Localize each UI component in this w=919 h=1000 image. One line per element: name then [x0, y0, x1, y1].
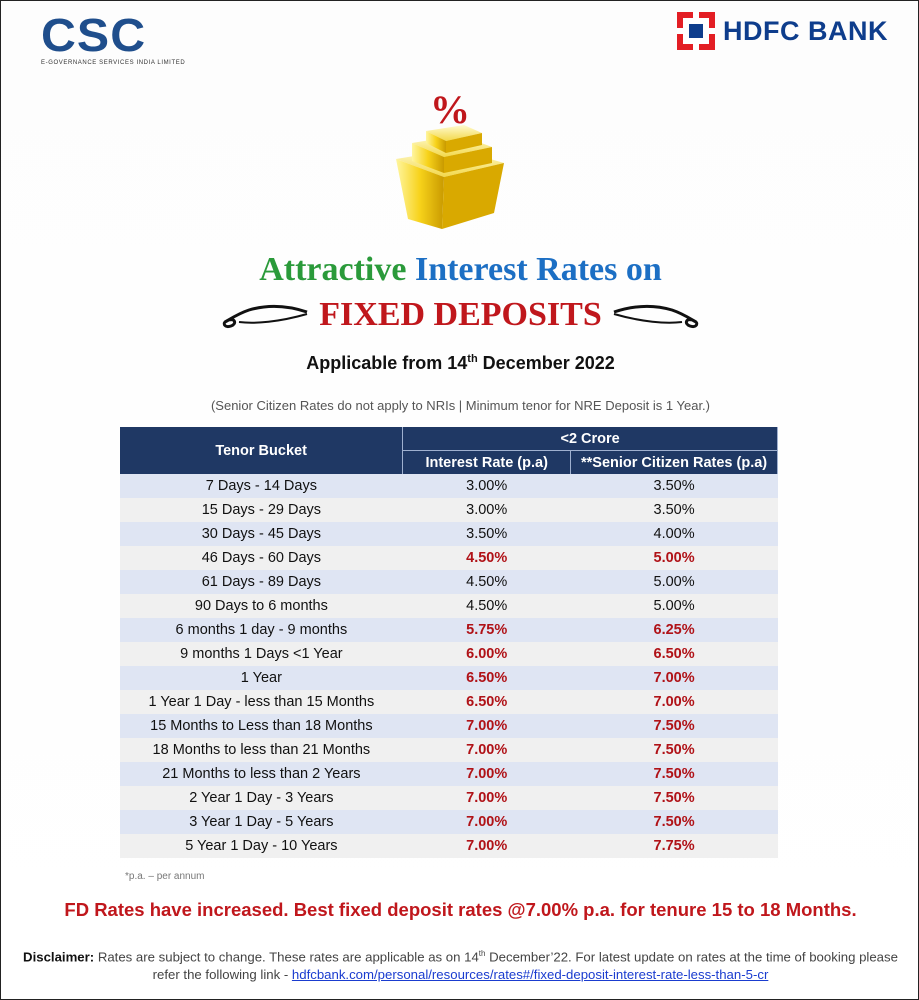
- interest-rate-cell: 3.00%: [403, 498, 571, 522]
- tenor-cell: 7 Days - 14 Days: [120, 474, 403, 498]
- table-row: [120, 498, 778, 522]
- interest-rate-cell: 7.00%: [403, 738, 571, 762]
- hdfc-logo-text: HDFC BANK: [723, 15, 888, 46]
- table-row: [120, 714, 778, 738]
- table-row: [120, 738, 778, 762]
- interest-rate-cell: 3.00%: [403, 474, 571, 498]
- applicable-sup: th: [467, 353, 478, 365]
- table-row: [120, 762, 778, 786]
- senior-rate-cell: 7.50%: [571, 762, 778, 786]
- senior-rate-cell: 7.50%: [571, 738, 778, 762]
- senior-rate-cell: 7.00%: [571, 690, 778, 714]
- page-title-line1: [1, 251, 919, 289]
- header-senior-rate: **Senior Citizen Rates (p.a): [571, 451, 778, 475]
- tenor-cell: 2 Year 1 Day - 3 Years: [120, 786, 403, 810]
- title-words-interest: Interest Rates on: [414, 251, 662, 288]
- table-row: [120, 666, 778, 690]
- hdfc-logo: [677, 12, 915, 50]
- header-interest-rate: Interest Rate (p.a): [403, 451, 571, 475]
- senior-rate-cell: 3.50%: [571, 474, 778, 498]
- applicable-date: [1, 353, 919, 374]
- senior-rate-cell: 5.00%: [571, 546, 778, 570]
- header-tenor: Tenor Bucket: [120, 427, 403, 474]
- disclaimer-text1: Rates are subject to change. These rates are applicable as on 14: [94, 949, 479, 965]
- table-row: [120, 474, 778, 498]
- csc-logo: [41, 9, 186, 66]
- table-row: [120, 570, 778, 594]
- senior-rate-cell: 7.50%: [571, 786, 778, 810]
- tenor-cell: 15 Months to Less than 18 Months: [120, 714, 403, 738]
- tenor-cell: 6 months 1 day - 9 months: [120, 618, 403, 642]
- table-row: [120, 786, 778, 810]
- table-row: [120, 690, 778, 714]
- rate-increase-banner: FD Rates have increased. Best fixed deposit rates @7.00% p.a. for tenure 15 to 18 Months.: [64, 899, 857, 920]
- tenor-cell: 1 Year 1 Day - less than 15 Months: [120, 690, 403, 714]
- disclaimer: [21, 945, 900, 984]
- interest-rate-cell: 7.00%: [403, 714, 571, 738]
- applicable-suffix: December 2022: [477, 353, 615, 373]
- tenor-cell: 3 Year 1 Day - 5 Years: [120, 810, 403, 834]
- pa-note: *p.a. – per annum: [125, 871, 205, 882]
- page-title-line2: [1, 293, 919, 337]
- percent-symbol: %: [430, 87, 470, 132]
- interest-rate-cell: 7.00%: [403, 810, 571, 834]
- rates-table: [120, 427, 778, 858]
- header-group: <2 Crore: [403, 427, 778, 451]
- tenor-cell: 46 Days - 60 Days: [120, 546, 403, 570]
- interest-rate-cell: 4.50%: [403, 546, 571, 570]
- table-row: [120, 642, 778, 666]
- tenor-cell: 30 Days - 45 Days: [120, 522, 403, 546]
- table-row: [120, 618, 778, 642]
- tenor-cell: 5 Year 1 Day - 10 Years: [120, 834, 403, 858]
- tenor-cell: 1 Year: [120, 666, 403, 690]
- percent-stack-graphic: [386, 81, 516, 231]
- rates-link[interactable]: hdfcbank.com/personal/resources/rates#/fixed-deposit-interest-rate-less-than-5-cr: [291, 967, 769, 983]
- interest-rate-cell: 6.50%: [403, 666, 571, 690]
- senior-rate-cell: 7.50%: [571, 714, 778, 738]
- interest-rate-cell: 7.00%: [403, 834, 571, 858]
- flourish-left-icon: [219, 300, 311, 330]
- title-word-attractive: Attractive: [259, 251, 407, 288]
- interest-rate-cell: 7.00%: [403, 762, 571, 786]
- senior-rate-cell: 6.50%: [571, 642, 778, 666]
- interest-rate-cell: 3.50%: [403, 522, 571, 546]
- csc-logo-subtitle: E-GOVERNANCE SERVICES INDIA LIMITED: [41, 60, 186, 66]
- rates-table-body: [120, 474, 778, 858]
- senior-rate-cell: 5.00%: [571, 594, 778, 618]
- tenor-cell: 90 Days to 6 months: [120, 594, 403, 618]
- title-fixed-deposits: FIXED DEPOSITS: [319, 296, 602, 333]
- csc-logo-word: CSC: [41, 9, 147, 61]
- interest-rate-cell: 4.50%: [403, 570, 571, 594]
- nri-note: (Senior Citizen Rates do not apply to NRIs | Minimum tenor for NRE Deposit is 1 Year.): [210, 398, 711, 413]
- table-row: [120, 810, 778, 834]
- senior-rate-cell: 4.00%: [571, 522, 778, 546]
- senior-rate-cell: 6.25%: [571, 618, 778, 642]
- senior-rate-cell: 7.50%: [571, 810, 778, 834]
- senior-rate-cell: 3.50%: [571, 498, 778, 522]
- tenor-cell: 18 Months to less than 21 Months: [120, 738, 403, 762]
- tenor-cell: 15 Days - 29 Days: [120, 498, 403, 522]
- tenor-cell: 9 months 1 Days <1 Year: [120, 642, 403, 666]
- table-row: [120, 834, 778, 858]
- applicable-prefix: Applicable from 14: [306, 353, 468, 373]
- interest-rate-cell: 5.75%: [403, 618, 571, 642]
- tenor-cell: 21 Months to less than 2 Years: [120, 762, 403, 786]
- interest-rate-cell: 7.00%: [403, 786, 571, 810]
- interest-rate-cell: 6.50%: [403, 690, 571, 714]
- table-row: [120, 546, 778, 570]
- disclaimer-sup: th: [478, 949, 486, 958]
- table-row: [120, 594, 778, 618]
- interest-rate-cell: 6.00%: [403, 642, 571, 666]
- disclaimer-label: Disclaimer:: [23, 949, 95, 965]
- interest-rate-cell: 4.50%: [403, 594, 571, 618]
- disclaimer-text2: December’22. For latest update on rates at the time of booking please refer the following link -: [152, 949, 898, 983]
- table-row: [120, 522, 778, 546]
- tenor-cell: 61 Days - 89 Days: [120, 570, 403, 594]
- senior-rate-cell: 7.00%: [571, 666, 778, 690]
- senior-rate-cell: 5.00%: [571, 570, 778, 594]
- senior-rate-cell: 7.75%: [571, 834, 778, 858]
- hdfc-logo-icon: [677, 12, 715, 50]
- flourish-right-icon: [610, 300, 702, 330]
